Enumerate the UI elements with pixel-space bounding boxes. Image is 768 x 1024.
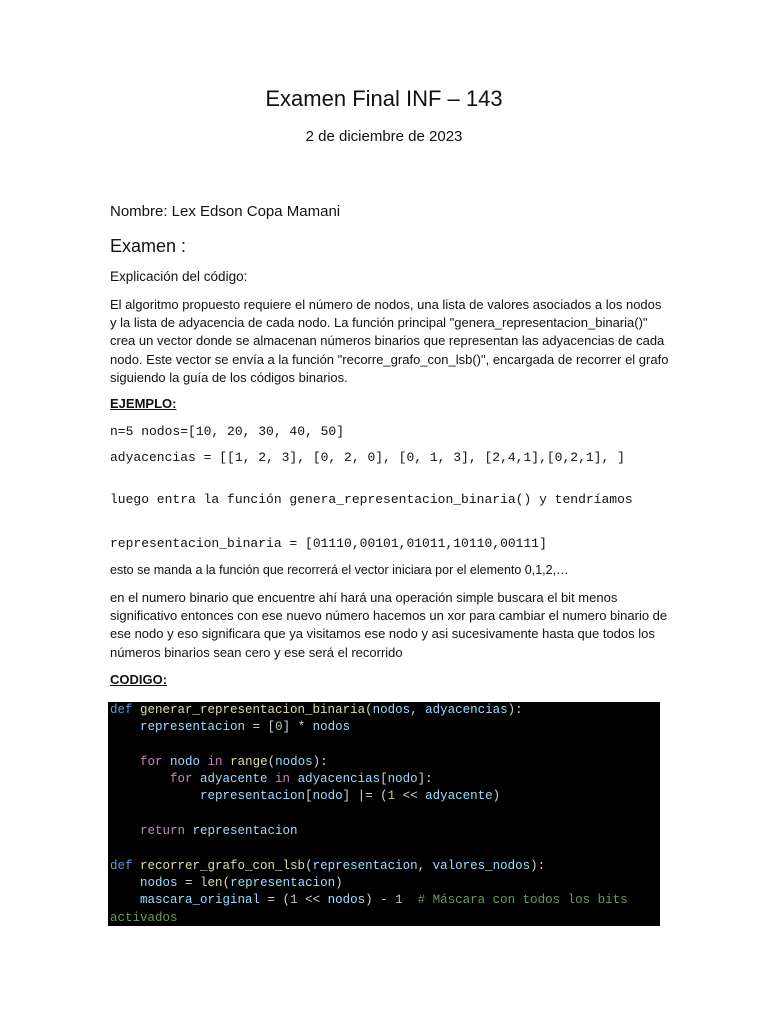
example-line-nodes: n=5 nodos=[10, 20, 30, 40, 50] (110, 424, 345, 439)
code-line: mascara_original = (1 << nodos) - 1 # Máscara con todos los bits (140, 893, 628, 908)
code-line-blank (110, 737, 660, 754)
document-title: Examen Final INF – 143 (265, 86, 503, 111)
code-line: for adyacente in adyacencias[nodo]: (170, 772, 433, 787)
code-line: representacion[nodo] |= (1 << adyacente) (200, 789, 501, 804)
explanation-paragraph: El algoritmo propuesto requiere el número de nodos, una lista de valores asociados a los nodos y la lista de adyacencia de cada nodo. La función principal "genera_representacion_binaria()" crea un vector donde se almacenan números binarios que representan las adyacencias de cada nodo. Este vector se envía a la función "recorre_grafo_con_lsb()", encargada de recorrer el grafo siguiendo la guía de los códigos binarios. (110, 297, 669, 385)
codigo-heading: CODIGO: (110, 672, 168, 687)
document-date: 2 de diciembre de 2023 (305, 128, 463, 145)
paragraph-explain-lsb: en el numero binario que encuentre ahí hará una operación simple buscara el bit menos significativo entonces con ese nuevo número hacemos un xor para cambiar el numero binario de ese nodo y eso significara que ya visitamos ese nodo y asi sucesivamente hasta que todos los números binarios sean cero y ese será el recorrido (110, 590, 668, 660)
code-line: def recorrer_grafo_con_lsb(representacion, valores_nodos): (110, 858, 546, 873)
code-line: nodos = len(representacion) (140, 875, 343, 890)
exam-heading: Examen : (110, 236, 187, 256)
paragraph-send: esto se manda a la función que recorrerá el vector iniciara por el elemento 0,1,2,… (110, 563, 569, 577)
code-line-blank (110, 840, 660, 857)
code-line: return representacion (140, 824, 298, 839)
ejemplo-heading: EJEMPLO: (110, 396, 177, 411)
code-line: activados (110, 910, 178, 925)
student-name: Nombre: Lex Edson Copa Mamani (110, 203, 341, 220)
code-line-blank (110, 806, 660, 823)
example-line-function: luego entra la función genera_representacion_binaria() y tendríamos (110, 492, 633, 507)
example-line-adyacencias: adyacencias = [[1, 2, 3], [0, 2, 0], [0, 1, 3], [2,4,1],[0,2,1], ] (110, 450, 625, 465)
example-line-binary: representacion_binaria = [01110,00101,01011,10110,00111] (110, 536, 547, 551)
code-block (108, 702, 660, 926)
explanation-label: Explicación del código: (110, 269, 248, 284)
code-line: def generar_representacion_binaria(nodos, adyacencias): (110, 703, 523, 717)
code-line: for nodo in range(nodos): (140, 754, 328, 769)
code-line: representacion = [0] * nodos (140, 720, 351, 735)
